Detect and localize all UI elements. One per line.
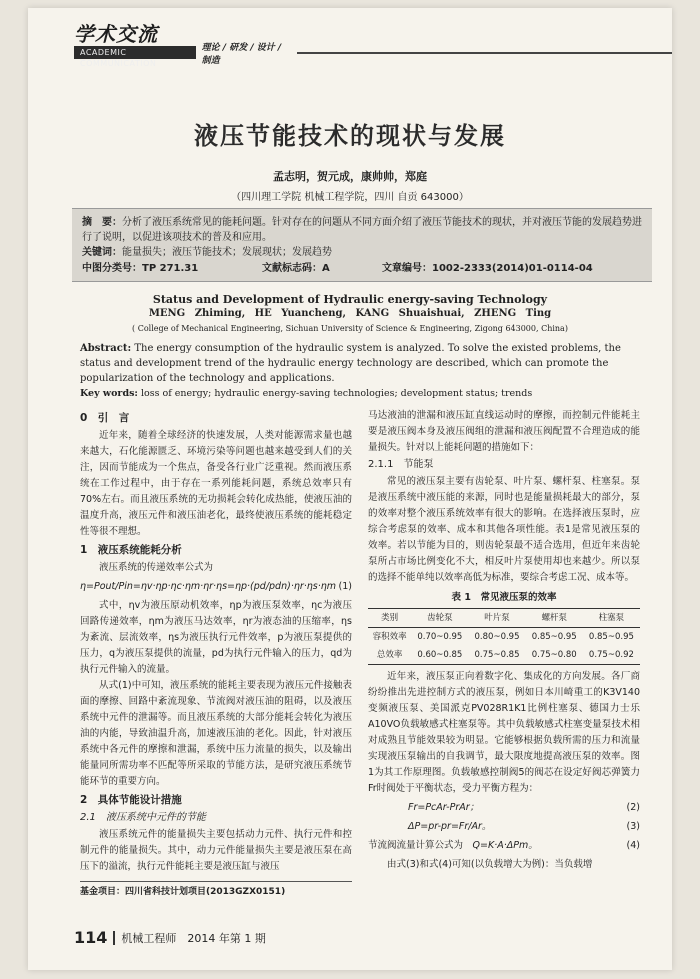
section-heading: 2 具体节能设计措施 bbox=[80, 794, 182, 806]
subsection-heading: 2.1 液压系统中元件的节能 bbox=[80, 812, 206, 823]
paragraph: 马达液油的泄漏和液压缸直线运动时的摩擦，而控制元件能耗主要是液压阀本身及液压阀组的泄漏和液压阀配置不合理造成的能量损失。针对以上能耗问题的措施如下： bbox=[368, 410, 640, 453]
english-keywords bbox=[80, 388, 650, 399]
table-cell: 0.60~0.85 bbox=[417, 650, 463, 660]
document-code: 文献标志码：A bbox=[262, 263, 330, 274]
column-title: 学术交流 bbox=[74, 22, 158, 46]
table-cell: 0.75~0.85 bbox=[474, 650, 520, 660]
journal-page bbox=[28, 8, 672, 970]
footer-divider bbox=[113, 931, 115, 945]
equation-text: Q=K·A·ΔPm。 bbox=[472, 840, 538, 851]
table-cell: 0.70~0.95 bbox=[417, 632, 463, 642]
english-authors: MENG Zhiming, HE Yuancheng, KANG Shuaishuai, ZHENG Ting bbox=[148, 308, 552, 319]
abstract-cn bbox=[82, 215, 642, 245]
equation-3 bbox=[368, 819, 640, 835]
equation-number: (2) bbox=[626, 802, 640, 813]
equation-intro: 节流阀流量计算公式为 bbox=[368, 840, 464, 851]
abstract-cn-label: 摘 要： bbox=[82, 217, 122, 228]
paragraph: 式中，ηv为液压原动机效率，ηp为液压泵效率，ηc为液压回路传递效率，ηm为液压马达效率，ηr为液态油的压缩率，ηs为紊流、层流效率，ηs为液压执行元件效率，p为液压泵提供的压力，q为液压泵提供的流量，pd为执行元件输入的压力，qd为执行元件输入的流量。 bbox=[80, 600, 352, 675]
table-title: 表 1 常见液压泵的效率 bbox=[451, 592, 557, 603]
paragraph: 由式(3)和式(4)可知(以负载增大为例)：当负载增 bbox=[387, 859, 593, 870]
english-abstract bbox=[80, 341, 650, 386]
equation-2 bbox=[368, 800, 640, 816]
english-title: Status and Development of Hydraulic energy-saving Technology bbox=[152, 293, 548, 306]
table-header: 叶片泵 bbox=[484, 613, 510, 623]
header-english-label: ACADEMIC COMMUNICATION bbox=[74, 46, 196, 59]
abstract-cn-box bbox=[72, 208, 652, 282]
table-row bbox=[368, 628, 640, 647]
table-cell: 0.85~0.95 bbox=[588, 632, 634, 642]
english-affiliation: ( College of Mechanical Engineering, Sichuan University of Science & Engineering, Zigong 643000, China) bbox=[132, 324, 568, 333]
english-keywords-text: loss of energy; hydraulic energy-saving technologies; development status; trends bbox=[140, 388, 533, 399]
header-categories: 理论 / 研发 / 设计 / 制造 bbox=[201, 42, 282, 66]
affiliation-cn: （四川理工学院 机械工程学院，四川 自贡 643000） bbox=[231, 192, 469, 203]
section-heading: 1 液压系统能耗分析 bbox=[80, 544, 182, 556]
keywords-cn-label: 关键词： bbox=[82, 247, 122, 258]
clc-number: 中图分类号：TP 271.31 bbox=[82, 263, 199, 274]
right-column bbox=[368, 408, 640, 873]
paragraph: 液压系统的传递效率公式为 bbox=[99, 562, 214, 573]
table-cell: 0.75~0.92 bbox=[588, 650, 634, 660]
equation-1 bbox=[80, 579, 352, 595]
equation-number: (1) bbox=[338, 581, 352, 592]
keywords-cn bbox=[82, 245, 642, 260]
paragraph: 从式(1)中可知，液压系统的能耗主要表现为液压元件接触表面的摩擦、回路中紊流现象、节流阀对液压油的阻碍，以及液压系统中元件的泄漏等。而且液压系统的大部分能耗会转化为液压油的内能，导致油温升高，加速液压油的老化。因此，针对液压系统中各元件的摩擦和泄漏，系统中压力流量的损失，以及输出能量同所需功率不匹配等所采取的节能方法，是研究液压系统节能环节的重要方向。 bbox=[80, 680, 352, 787]
table-header: 螺杆泵 bbox=[541, 613, 567, 623]
page-number: 114 bbox=[74, 928, 108, 947]
equation-text: η=Pout/Pin=ηv·ηp·ηc·ηm·ηr·ηs=ηp·(pd/pdn)·ηr·ηs·ηm bbox=[80, 581, 337, 592]
subsection-heading: 2.1.1 节能泵 bbox=[368, 459, 434, 470]
equation-number: (4) bbox=[626, 840, 640, 851]
paragraph: 常见的液压泵主要有齿轮泵、叶片泵、螺杆泵、柱塞泵。泵是液压系统中液压能的来源，同时也是能量损耗最大的部分，泵的效率对整个液压系统效率有很大的影响。在选择液压泵时，应综合考虑泵的效率、成本和其他各项性能。表1是常见液压泵的效率。若以节能为目的，则齿轮泵最不适合选用，但近年来齿轮泵所占市场比例变化不大，相反叶片泵使用却也来越少。所以泵的选择不能单纯以效率高低为标准，要综合考虑工况、成本等。 bbox=[368, 476, 640, 583]
table-header: 类别 bbox=[381, 613, 399, 623]
funding-note: 基金项目：四川省科技计划项目(2013GZX0151) bbox=[80, 881, 352, 900]
keywords-cn-text: 能量损失；液压节能技术；发展现状；发展趋势 bbox=[122, 247, 332, 258]
authors-cn: 孟志明，贺元成，康帅帅，郑庭 bbox=[273, 170, 427, 183]
table-header: 齿轮泵 bbox=[427, 613, 453, 623]
article-number: 文章编号：1002-2333(2014)01-0114-04 bbox=[382, 263, 593, 274]
table-cell: 总效率 bbox=[376, 650, 403, 660]
equation-number: (3) bbox=[626, 821, 640, 832]
table-row bbox=[368, 646, 640, 665]
header-bar bbox=[74, 42, 672, 68]
english-keywords-label: Key words: bbox=[80, 388, 138, 399]
paragraph: 近年来，液压泵正向着数字化、集成化的方向发展。各厂商纷纷推出先进控制方式的液压泵，例如日本川崎重工的K3V140变频液压泵、美国派克PV028R1K1比例柱塞泵、德国力士乐A10VO负载敏感式柱塞泵等。其中负载敏感式柱塞变量泵技术相对成熟且节能效果较为明显。它能够根据负载所需的压力和流量实现液压泵输出的自我调节，最大限度地提高液压泵的效率。图1为其工作原理图。负载敏感控制阀5的阀芯在设定好阀芯弹簧力Fr时阀处于平衡状态，受力平衡方程为： bbox=[368, 671, 640, 794]
english-abstract-text: The energy consumption of the hydraulic system is analyzed. To solve the existed problems, the status and development trend of the hydraulic energy technology are described, which can promote the popularization of the technology and applications. bbox=[80, 343, 621, 384]
equation-text: ΔP=pr-pr=Fr/Ar。 bbox=[408, 821, 492, 832]
left-column bbox=[80, 408, 352, 900]
table-cell: 0.85~0.95 bbox=[531, 632, 577, 642]
table-cell: 0.80~0.95 bbox=[474, 632, 520, 642]
section-heading: 0 引 言 bbox=[80, 412, 130, 424]
pump-efficiency-table bbox=[368, 608, 640, 665]
equation-text: Fr=PcAr-PrAr； bbox=[408, 802, 480, 813]
abstract-cn-text: 分析了液压系统常见的能耗问题。针对存在的问题从不同方面介绍了液压节能技术的现状，并对液压节能的发展趋势进行了说明，以促进该项技术的普及和应用。 bbox=[82, 217, 642, 243]
journal-issue: 机械工程师 2014 年第 1 期 bbox=[121, 931, 266, 945]
english-abstract-label: Abstract: bbox=[80, 343, 132, 354]
table-cell: 容积效率 bbox=[372, 632, 407, 642]
table-header: 柱塞泵 bbox=[598, 613, 625, 623]
article-title: 液压节能技术的现状与发展 bbox=[194, 122, 506, 150]
table-cell: 0.75~0.80 bbox=[531, 650, 577, 660]
classification-row bbox=[82, 261, 642, 276]
equation-4 bbox=[368, 838, 640, 854]
header-rule bbox=[297, 52, 672, 54]
table-header-row bbox=[368, 609, 640, 628]
paragraph: 液压系统元件的能量损失主要包括动力元件、执行元件和控制元件的能量损失。其中，动力元件能量损失主要是液压泵在高压下的溢流，执行元件能耗主要是液压缸与液压 bbox=[80, 829, 352, 872]
page-footer bbox=[74, 928, 266, 947]
paragraph: 近年来，随着全球经济的快速发展，人类对能源需求量也越来越大，石化能源匮乏、环境污染等问题也越来越受到人们的关注，因而节能成为一个焦点，备受各行业广泛重视。然而液压系统在工作过程中，由于存在一系列能耗问题，系统总效率只有70%左右。而且液压系统的无功损耗会转化成热能，使液压油的温度升高，液压元件和液压油老化，最终使液压系统的能耗稳定性等很不理想。 bbox=[80, 430, 352, 537]
